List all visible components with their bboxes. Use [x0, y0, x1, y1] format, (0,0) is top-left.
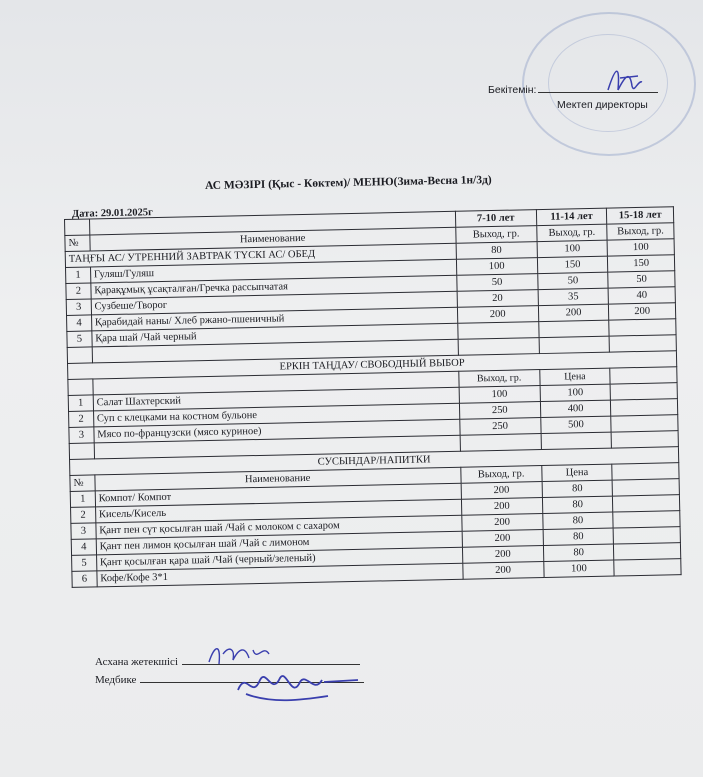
approval-signature-line: [538, 92, 658, 93]
age-11-14: 11-14 лет: [536, 208, 607, 225]
approval-label: Бекітемін:: [488, 84, 537, 96]
menu-table-wrapper: [64, 206, 682, 588]
table-row: 5 Қара шай /Чай черный: [67, 319, 676, 348]
table-row: 5 Қант қосылған қара шай /Чай (черный/зеленый) 200 80: [72, 543, 681, 572]
age-7-10: 7-10 лет: [455, 210, 537, 228]
table-row: 1 Салат Шахтерский 100 100: [68, 383, 677, 412]
free-out-header: Выход, гр.: [458, 370, 540, 388]
table-row: 2 Суп с клецками на костном бульоне 250 400: [69, 399, 678, 428]
menu-title: АС МӘЗІРІ (Қыс - Көктем)/ МЕНЮ(Зима-Весна 1н/3д): [204, 173, 492, 192]
menu-table: [64, 206, 682, 588]
table-row: 3 Сузбеше/Творог 20 35 40: [66, 287, 675, 316]
menu-date: Дата: 29.01.2025г: [71, 207, 153, 220]
drinks-num-header: №: [70, 475, 95, 492]
cell-b1-b: 100: [537, 240, 608, 257]
table-row: 3 Мясо по-французски (мясо куриное) 250 500: [69, 415, 678, 444]
table-row: 4 Қант пен лимон қосылған шай /Чай с лимоном 200 80: [71, 527, 680, 556]
age-15-18: 15-18 лет: [607, 207, 674, 224]
table-row: 1 Компот/ Компот 200 80: [70, 479, 679, 508]
cook-label: Асхана жетекшісі: [95, 656, 178, 668]
breakfast-title: ТАҢҒЫ АС/ УТРЕННИЙ ЗАВТРАК ТҮСКІ АС/ ОБЕД: [65, 243, 456, 267]
table-row: 3 Қант пен сүт қосылған шай /Чай с молоком с сахаром 200 80: [71, 511, 680, 540]
drinks-name-header: Наименование: [95, 467, 461, 491]
cell-b1-a: 80: [456, 242, 538, 260]
drinks-title: СУСЫНДАР/НАПИТКИ: [70, 447, 679, 476]
table-row: 1 Гуляш/Гуляш 100 150 150: [66, 255, 675, 284]
table-row: 2 Қарақұмық ұсақталған/Гречка рассыпчатая 50 50 50: [66, 271, 675, 300]
out-header-3: Выход, гр.: [607, 223, 674, 240]
table-row: 6 Кофе/Кофе 3*1 200 100: [72, 559, 681, 588]
cell-b1-c: 100: [607, 239, 674, 256]
free-choice-title: ЕРКІН ТАҢДАУ/ СВОБОДНЫЙ ВЫБОР: [68, 351, 677, 380]
out-header-2: Выход, гр.: [537, 224, 608, 241]
num-header: №: [65, 235, 90, 252]
table-row: 4 Қарабидай наны/ Хлеб ржано-пшеничный 200 200 200: [67, 303, 676, 332]
drinks-price-header: Цена: [542, 464, 613, 481]
table-row: 2 Кисель/Кисель 200 80: [71, 495, 680, 524]
free-price-header: Цена: [540, 368, 611, 385]
name-header: Наименование: [90, 227, 456, 251]
nurse-label: Медбике: [95, 674, 137, 686]
approval-role: Мектеп директоры: [557, 99, 648, 111]
drinks-out-header: Выход, гр.: [460, 466, 542, 484]
out-header-1: Выход, гр.: [455, 226, 537, 244]
nurse-signature: [232, 660, 372, 710]
approval-block: [488, 84, 658, 96]
